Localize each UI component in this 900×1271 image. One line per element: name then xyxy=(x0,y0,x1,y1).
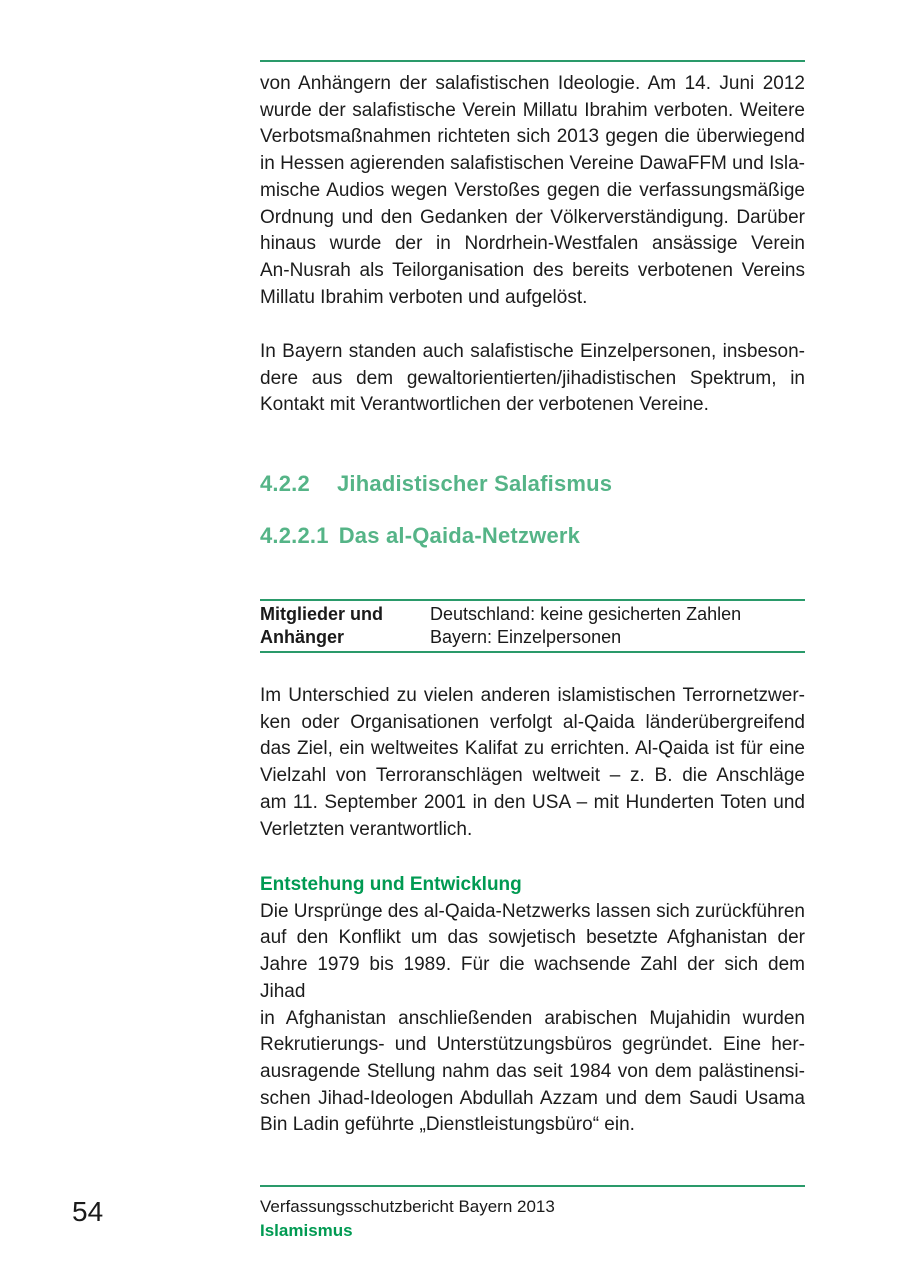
text-line: Vielzahl von Terroranschlägen weltweit – z. B. die Anschläge xyxy=(260,765,805,787)
table-label-line: Anhänger xyxy=(260,627,345,647)
table-value-line: Bayern: Einzelpersonen xyxy=(430,627,622,647)
text-line: Jahre 1979 bis 1989. Für die wachsende Zahl der sich dem Jihad xyxy=(260,954,805,1002)
paragraph-alqaida-ziel xyxy=(260,683,805,843)
text-line: dere aus dem gewaltorientierten/jihadistischen Spektrum, in xyxy=(260,367,805,389)
footer-rule xyxy=(260,1185,805,1187)
text-line: Rekrutierungs- und Unterstützungsbüros gegründet. Eine her- xyxy=(260,1034,805,1056)
top-rule xyxy=(260,60,805,62)
text-line: Ordnung und den Gedanken der Völkerverständigung. Darüber xyxy=(260,206,805,228)
text-line: in Hessen agierenden salafistischen Vereine DawaFFM und Isla- xyxy=(260,153,805,175)
paragraph-urspruenge xyxy=(260,899,805,1139)
table-row-label xyxy=(260,603,430,649)
text-line: in Afghanistan anschließenden arabischen Mujahidin wurden xyxy=(260,1007,805,1029)
entstehung-block xyxy=(260,872,805,1139)
text-line: Kontakt mit Verantwortlichen der verbotenen Vereine. xyxy=(260,394,709,416)
text-line: das Ziel, ein weltweites Kalifat zu errichten. Al-Qaida ist für eine xyxy=(260,738,805,760)
text-line: Millatu Ibrahim verboten und aufgelöst. xyxy=(260,286,588,308)
heading-number: 4.2.2 xyxy=(260,471,310,496)
info-table xyxy=(260,603,805,649)
text-line: mische Audios wegen Verstoßes gegen die verfassungsmäßige xyxy=(260,179,805,201)
table-rule-bottom xyxy=(260,651,805,653)
text-line: ken oder Organisationen verfolgt al-Qaida länderübergreifend xyxy=(260,711,805,733)
table-label-line: Mitglieder und xyxy=(260,604,383,624)
text-line: Im Unterschied zu vielen anderen islamistischen Terrornetzwer- xyxy=(260,685,805,706)
text-line: Die Ursprünge des al-Qaida-Netzwerks lassen sich zurückführen xyxy=(260,900,805,922)
text-line: am 11. September 2001 in den USA – mit Hunderten Toten und xyxy=(260,791,805,813)
table-value-line: Deutschland: keine gesicherten Zahlen xyxy=(430,604,742,624)
table-rule-top xyxy=(260,599,805,601)
heading-title: Das al-Qaida-Netzwerk xyxy=(338,523,581,548)
paragraph-verbote xyxy=(260,71,805,311)
footer-chapter-label: Islamismus xyxy=(260,1220,353,1240)
text-line: In Bayern standen auch salafistische Einzelpersonen, insbeson- xyxy=(260,341,805,362)
text-line: ausragende Stellung nahm das seit 1984 von dem palästinensi- xyxy=(260,1060,805,1082)
text-line: von Anhängern der salafistischen Ideologie. Am 14. Juni 2012 xyxy=(260,73,805,94)
text-line: schen Jihad-Ideologen Abdullah Azzam und dem Saudi Usama xyxy=(260,1087,805,1109)
subheading-entstehung: Entstehung und Entwicklung xyxy=(260,874,522,895)
text-line: Bin Ladin geführte „Dienstleistungsbüro“ ein. xyxy=(260,1114,635,1136)
text-line: auf den Konflikt um das sowjetisch besetzte Afghanistan der xyxy=(260,927,805,949)
paragraph-bayern-kontakte xyxy=(260,339,805,419)
page-number: 54 xyxy=(72,1196,104,1227)
heading-number: 4.2.2.1 xyxy=(260,523,329,548)
text-line: Verletzten verantwortlich. xyxy=(260,818,473,840)
table-row-value xyxy=(430,603,805,649)
section-heading-4-2-2 xyxy=(260,470,805,498)
heading-title: Jihadistischer Salafismus xyxy=(337,471,613,496)
text-line: wurde der salafistische Verein Millatu Ibrahim verboten. Weitere xyxy=(260,99,805,121)
footer-report-title: Verfassungsschutzbericht Bayern 2013 xyxy=(260,1197,555,1216)
text-line: hinaus wurde der in Nordrhein-Westfalen ansässige Verein xyxy=(260,233,805,255)
section-heading-4-2-2-1 xyxy=(260,522,805,550)
text-line: Verbotsmaßnahmen richteten sich 2013 gegen die überwiegend xyxy=(260,126,805,148)
text-line: An-Nusrah als Teilorganisation des bereits verbotenen Vereins xyxy=(260,259,805,281)
footer xyxy=(260,1195,805,1242)
